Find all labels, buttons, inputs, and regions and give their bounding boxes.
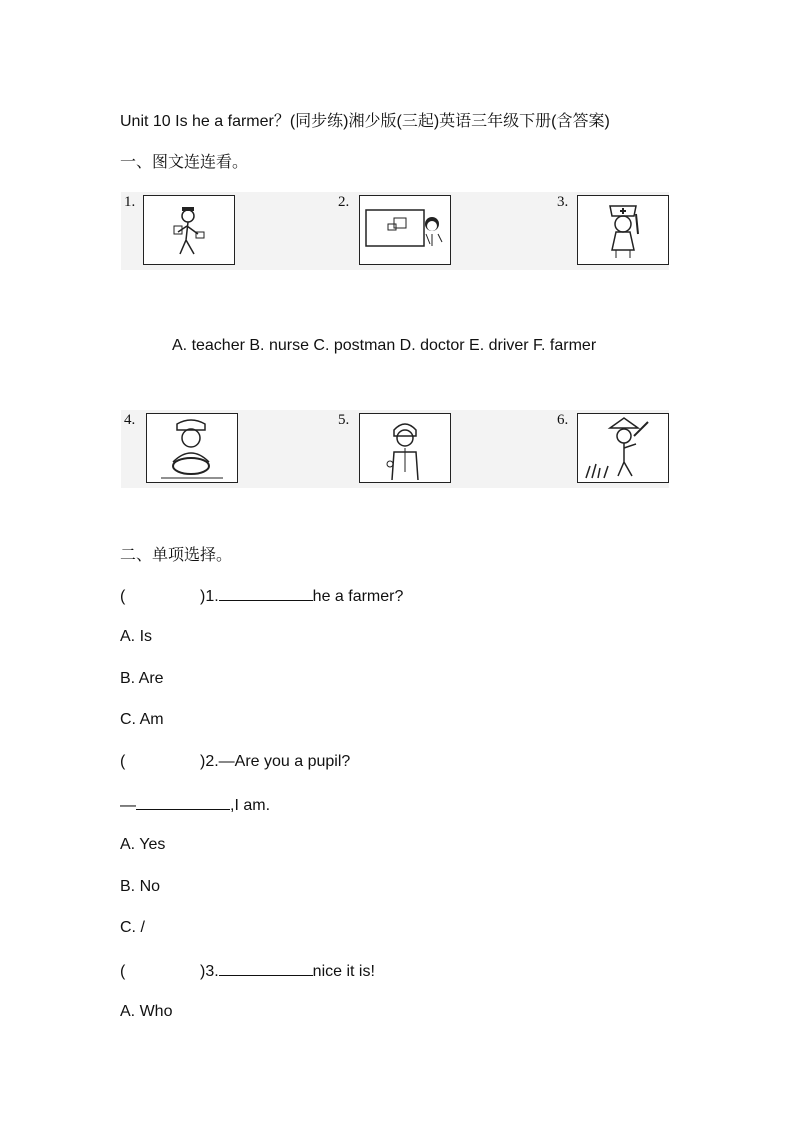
picture-number: 6. bbox=[557, 412, 569, 428]
teacher-icon bbox=[359, 195, 451, 265]
question-number: )3. bbox=[200, 963, 219, 980]
question-number: )1. bbox=[200, 588, 219, 605]
question-text: he a farmer? bbox=[312, 588, 404, 605]
answer-options: A. teacher B. nurse C. postman D. doctor E. driver F. farmer bbox=[172, 337, 597, 354]
answer-paren-open: ( bbox=[120, 963, 126, 980]
picture-row-1 bbox=[121, 192, 669, 270]
question-2-reply bbox=[120, 795, 270, 815]
picture-number: 4. bbox=[124, 412, 136, 428]
page-title: Unit 10 Is he a farmer？(同步练)湘少版(三起)英语三年级下册(含答案) bbox=[120, 113, 610, 130]
picture-number: 2. bbox=[338, 194, 350, 210]
picture-number: 5. bbox=[338, 412, 350, 428]
farmer-icon bbox=[577, 413, 669, 483]
section1-heading: 一、图文连连看。 bbox=[120, 154, 249, 171]
driver-icon bbox=[146, 413, 238, 483]
option-a: A. Is bbox=[120, 628, 153, 645]
option-b: B. Are bbox=[120, 670, 164, 687]
reply-text: ,I am. bbox=[230, 797, 271, 814]
question-2 bbox=[120, 753, 350, 771]
option-a: A. Yes bbox=[120, 836, 166, 853]
question-3 bbox=[120, 961, 375, 981]
answer-paren-open: ( bbox=[120, 753, 126, 770]
picture-number: 3. bbox=[557, 194, 569, 210]
section2-heading: 二、单项选择。 bbox=[120, 547, 233, 564]
question-text: )2.—Are you a pupil? bbox=[200, 753, 351, 770]
picture-row-2 bbox=[121, 410, 669, 488]
option-c: C. / bbox=[120, 919, 145, 936]
answer-paren-open: ( bbox=[120, 588, 126, 605]
answer-blank[interactable] bbox=[136, 795, 230, 810]
postman-icon bbox=[143, 195, 235, 265]
dash: — bbox=[120, 797, 136, 814]
doctor-icon bbox=[359, 413, 451, 483]
option-b: B. No bbox=[120, 878, 161, 895]
option-a: A. Who bbox=[120, 1003, 173, 1020]
nurse-icon bbox=[577, 195, 669, 265]
option-c: C. Am bbox=[120, 711, 164, 728]
question-1 bbox=[120, 586, 403, 606]
answer-blank[interactable] bbox=[219, 961, 313, 976]
question-text: nice it is! bbox=[312, 963, 375, 980]
picture-number: 1. bbox=[124, 194, 136, 210]
answer-blank[interactable] bbox=[219, 586, 313, 601]
